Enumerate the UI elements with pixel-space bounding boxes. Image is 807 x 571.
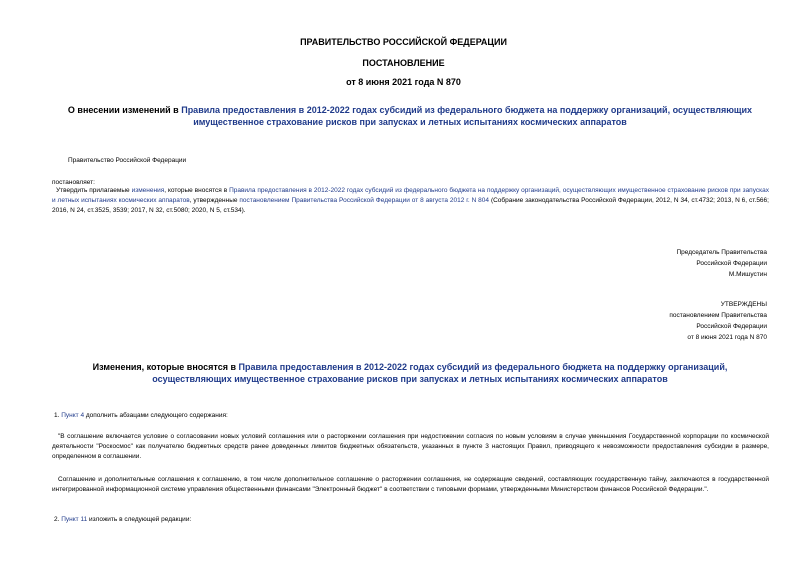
intro-government: Правительство Российской Федерации	[68, 157, 187, 164]
document-type: ПОСТАНОВЛЕНИЕ	[362, 58, 445, 68]
rules-link[interactable]: Правила предоставления в 2012-2022 годах субсидий из федерального бюджета на поддержку организаций, осуществляющих имущественное страхование рисков при запусках и летных испытаниях космических аппаратов	[52, 187, 769, 204]
item-2-number: 2.	[54, 516, 62, 523]
item-2	[54, 515, 191, 525]
item-1-link[interactable]: Пункт 4	[61, 412, 85, 419]
intro-text-b: , которые вносятся в	[164, 187, 230, 194]
item-1	[54, 411, 228, 421]
approved-by: постановлением Правительства	[669, 312, 767, 319]
document-title	[60, 104, 760, 128]
title-prefix: О внесении изменений в	[67, 105, 182, 115]
quote-paragraph-2: Соглашение и дополнительные соглашения к соглашению, в том числе дополнительное соглашение о расторжении соглашения, не содержащие сведений, составляющих государственную тайну, заключаются в государственной интегрированной информационной системе управления общественными финансами "Электронный бюджет" в соответствии с типовыми формами, утвержденными Министерством финансов Российской Федерации.".	[52, 476, 769, 493]
item-2-link[interactable]: Пункт 11	[61, 516, 88, 523]
changes-title-prefix: Изменения, которые вносятся в	[92, 362, 239, 372]
approved-heading: УТВЕРЖДЕНЫ	[720, 301, 767, 308]
resolution-804-link[interactable]: постановлением Правительства Российской Федерации от 8 августа 2012 г. N 804	[239, 197, 490, 204]
item-1-text: дополнить абзацами следующего содержания:	[84, 412, 228, 419]
changes-title-rules-link[interactable]: Правила предоставления в 2012-2022 годах субсидий из федерального бюджета на поддержку организаций, осуществляющих имущественное страхование рисков при запусках и летных испытаниях космических аппаратов	[152, 362, 728, 384]
signature-block	[676, 247, 767, 280]
approved-country: Российской Федерации	[696, 323, 767, 330]
item-1-number: 1.	[54, 412, 62, 419]
approved-block	[669, 299, 767, 343]
title-rules-link[interactable]: Правила предоставления в 2012-2022 годах субсидий из федерального бюджета на поддержку организаций, осуществляющих имущественное страхование рисков при запусках и летных испытаниях космических аппаратов	[181, 105, 753, 127]
intro-paragraph	[52, 186, 769, 216]
item-2-text: изложить в следующей редакции:	[87, 516, 192, 523]
approved-date: от 8 июня 2021 года N 870	[687, 334, 767, 341]
signature-name: М.Мишустин	[728, 271, 767, 278]
changes-link[interactable]: изменения	[131, 187, 165, 194]
signature-country: Российской Федерации	[696, 260, 767, 267]
intro-text-c: , утвержденные	[189, 197, 240, 204]
government-header: ПРАВИТЕЛЬСТВО РОССИЙСКОЙ ФЕДЕРАЦИИ	[300, 37, 507, 47]
quote-paragraph-1: "В соглашение включается условие о согласовании новых условий соглашения или о расторжении соглашения при недостижении согласия по новым условиям в случае уменьшения Государственной корпорации по космической деятельности "Роскосмос" как получателю бюджетных средств ранее доведенных лимитов бюджетных обязательств, указанных в пункте 3 настоящих Правил, приводящего к невозможности предоставления субсидии в размере, определенном в соглашении.	[52, 433, 769, 460]
document-date-number: от 8 июня 2021 года N 870	[346, 77, 461, 87]
intro-text-a: Утвердить прилагаемые	[56, 187, 132, 194]
changes-title	[60, 361, 760, 385]
intro-text-d: (Собрание законодательства Российской Федерации, 2012, N 34, ст.4732; 2013, N 6, ст.566; 2016, N 24, ст.3525, 3539; 2017, N 32, ст.5080; 2020, N 5, ст.534).	[52, 197, 769, 214]
intro-resolves: постановляет:	[52, 179, 95, 186]
signature-title: Председатель Правительства	[676, 249, 767, 256]
